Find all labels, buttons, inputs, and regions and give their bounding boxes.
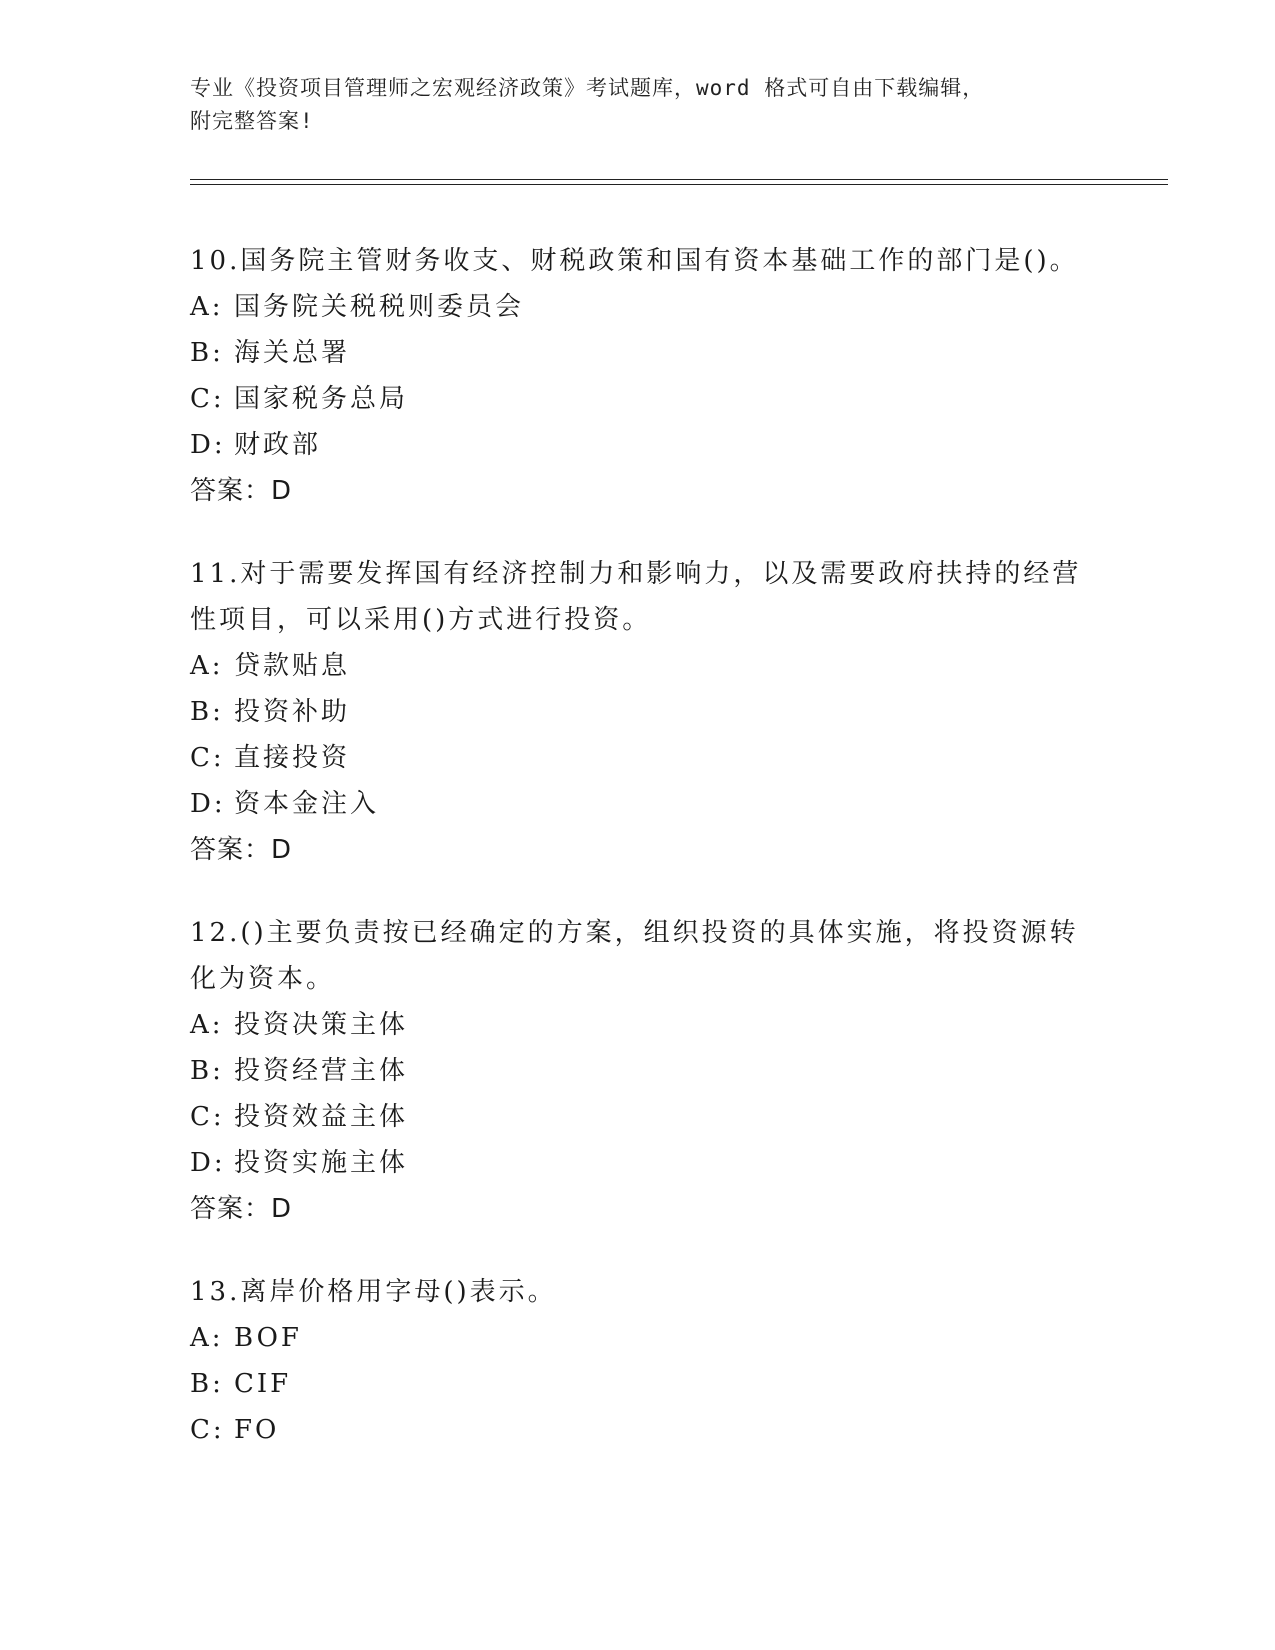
option-text: 投资实施主体	[234, 1148, 409, 1178]
option-b	[190, 1361, 1090, 1407]
option-key: B:	[190, 697, 224, 727]
option-text: 直接投资	[234, 743, 351, 773]
answer-label: 答案：D	[190, 476, 293, 506]
option-d	[190, 781, 1090, 827]
option-key: A:	[190, 1010, 224, 1040]
option-b	[190, 330, 1090, 376]
option-text: CIF	[234, 1369, 292, 1399]
document-header	[190, 72, 1090, 138]
answer-label: 答案：D	[190, 1194, 293, 1224]
question-stem: 11.对于需要发挥国有经济控制力和影响力，以及需要政府扶持的经营性项目，可以采用()方式进行投资。	[190, 559, 1082, 635]
option-text: 投资补助	[234, 697, 351, 727]
option-a	[190, 643, 1090, 689]
question-10	[190, 238, 1090, 514]
option-c	[190, 735, 1090, 781]
question-11	[190, 551, 1090, 873]
option-text: 贷款贴息	[234, 651, 351, 681]
header-line-1: 专业《投资项目管理师之宏观经济政策》考试题库，word 格式可自由下载编辑，	[190, 76, 985, 100]
option-text: 资本金注入	[234, 789, 380, 819]
option-key: D:	[190, 789, 226, 819]
question-stem: 12.()主要负责按已经确定的方案，组织投资的具体实施，将投资源转化为资本。	[190, 918, 1079, 994]
option-text: 财政部	[234, 430, 322, 460]
option-text: 投资效益主体	[234, 1102, 409, 1132]
question-12	[190, 910, 1090, 1232]
option-key: C:	[190, 1102, 225, 1132]
option-key: A:	[190, 651, 224, 681]
question-list	[190, 238, 1090, 1490]
header-divider-bottom	[190, 184, 1168, 185]
option-c	[190, 1094, 1090, 1140]
question-13	[190, 1269, 1090, 1453]
option-key: C:	[190, 384, 225, 414]
option-c	[190, 1407, 1090, 1453]
option-key: A:	[190, 292, 224, 322]
answer-label: 答案：D	[190, 835, 293, 865]
option-text: 国务院关税税则委员会	[234, 292, 525, 322]
option-text: 投资决策主体	[234, 1010, 409, 1040]
option-a	[190, 284, 1090, 330]
question-stem: 13.离岸价格用字母()表示。	[190, 1277, 557, 1307]
option-key: D:	[190, 430, 226, 460]
option-a	[190, 1002, 1090, 1048]
option-key: D:	[190, 1148, 226, 1178]
option-b	[190, 1048, 1090, 1094]
question-stem: 10.国务院主管财务收支、财税政策和国有资本基础工作的部门是()。	[190, 246, 1079, 276]
option-c	[190, 376, 1090, 422]
option-text: 国家税务总局	[234, 384, 409, 414]
option-key: C:	[190, 743, 225, 773]
header-line-2: 附完整答案!	[190, 109, 314, 133]
option-key: A:	[190, 1323, 224, 1353]
option-text: 投资经营主体	[234, 1056, 409, 1086]
header-divider-top	[190, 179, 1168, 180]
option-key: B:	[190, 338, 224, 368]
option-text: 海关总署	[234, 338, 351, 368]
option-d	[190, 1140, 1090, 1186]
option-key: B:	[190, 1056, 224, 1086]
option-text: FO	[234, 1415, 280, 1445]
option-b	[190, 689, 1090, 735]
option-key: B:	[190, 1369, 224, 1399]
option-a	[190, 1315, 1090, 1361]
option-key: C:	[190, 1415, 225, 1445]
option-text: BOF	[234, 1323, 302, 1353]
option-d	[190, 422, 1090, 468]
